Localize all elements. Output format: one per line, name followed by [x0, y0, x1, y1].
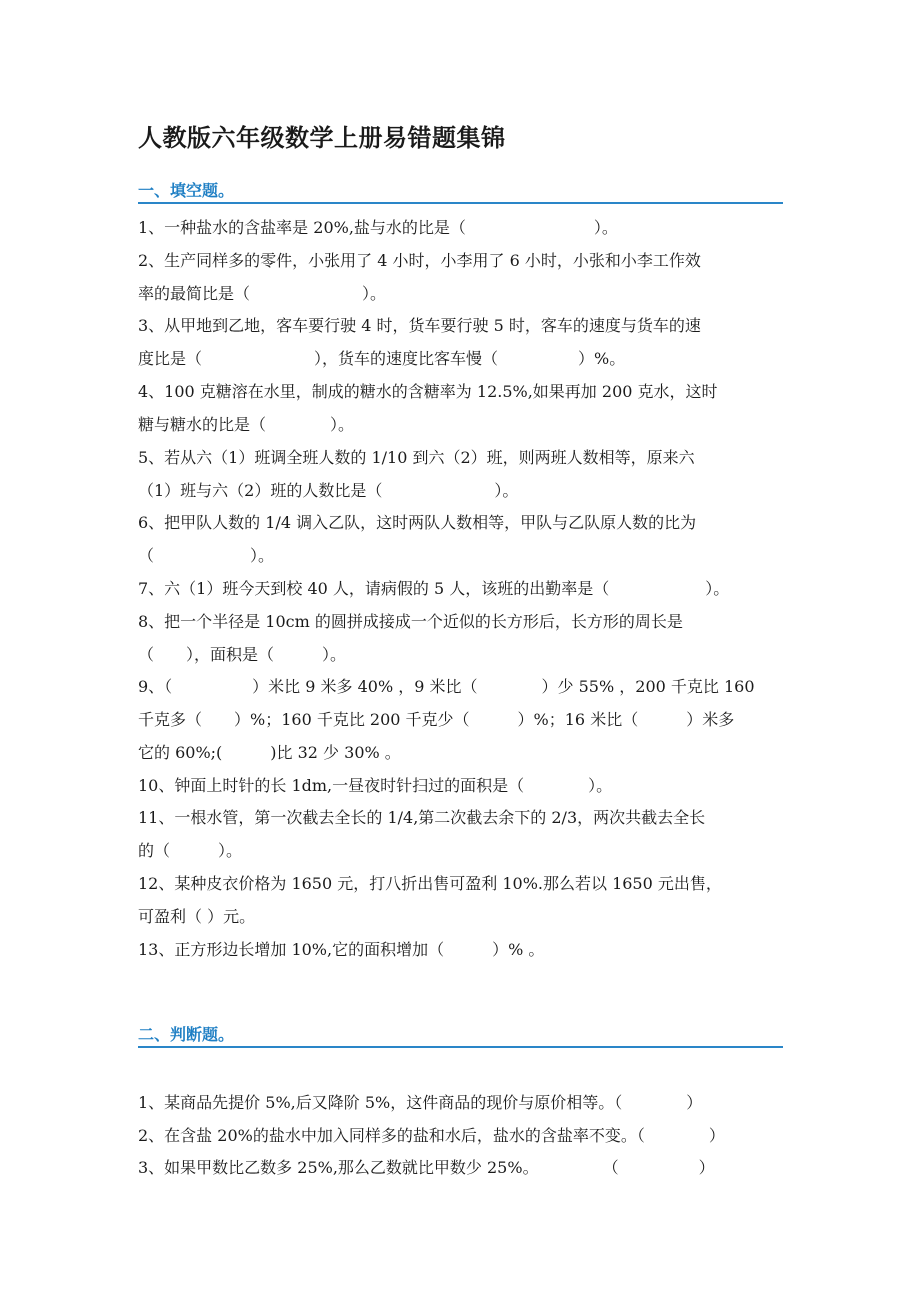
question-line: 8、把一个半径是 10cm 的圆拼成接成一个近似的长方形后，长方形的周长是: [138, 611, 683, 631]
question-item: [138, 244, 788, 310]
question-line: 11、一根水管，第一次截去全长的 1/4,第二次截去余下的 2/3，两次共截去全长: [138, 808, 706, 828]
question-line: 2、在含盐 20%的盐水中加入同样多的盐和水后，盐水的含盐率不变。（ ）: [138, 1125, 725, 1145]
question-item: [138, 309, 788, 375]
document-title: 人教版六年级数学上册易错题集锦: [138, 124, 506, 152]
question-line: （ ）。: [138, 546, 275, 566]
question-item: [138, 1086, 788, 1119]
question-item: [138, 375, 788, 441]
question-line: （ ），面积是（ ）。: [138, 644, 347, 664]
question-line: 千克多（ ）%；160 千克比 200 千克少（ ）%；16 米比（ ）米多: [138, 710, 735, 730]
question-line: 的（ ）。: [138, 841, 243, 861]
question-item: [138, 670, 788, 769]
section-true-false-heading: 二、判断题。: [138, 1022, 783, 1048]
question-item: [138, 867, 788, 933]
question-item: [138, 572, 788, 605]
question-line: 5、若从六（1）班调全班人数的 1/10 到六（2）班，则两班人数相等，原来六: [138, 447, 695, 467]
question-line: 1、一种盐水的含盐率是 20%,盐与水的比是（ ）。: [138, 218, 618, 237]
question-item: [138, 933, 788, 966]
question-line: 10、钟面上时针的长 1dm,一昼夜时针扫过的面积是（ ）。: [138, 775, 613, 795]
question-line: 它的 60%;( )比 32 少 30% 。: [138, 743, 401, 763]
question-item: [138, 1119, 788, 1152]
question-item: [138, 769, 788, 802]
question-line: 1、某商品先提价 5%,后又降阶 5%，这件商品的现价与原价相等。（ ）: [138, 1093, 703, 1112]
question-line: 可盈利（ ）元。: [138, 907, 256, 926]
question-line: 率的最简比是（ ）。: [138, 283, 387, 303]
question-item: [138, 605, 788, 671]
question-line: 糖与糖水的比是（ ）。: [138, 415, 355, 434]
question-line: 9、（ ）米比 9 米多 40% ，9 米比（ ）少 55% ，200 千克比 160: [138, 677, 755, 697]
question-line: 3、如果甲数比乙数多 25%,那么乙数就比甲数少 25%。 （ ）: [138, 1158, 715, 1177]
section-fill-blank-heading: 一、填空题。: [138, 178, 783, 204]
question-item: [138, 211, 788, 244]
question-item: [138, 1151, 788, 1184]
question-item: [138, 441, 788, 507]
question-line: 4、100 克糖溶在水里，制成的糖水的含糖率为 12.5%,如果再加 200 克水，这时: [138, 382, 718, 401]
question-item: [138, 801, 788, 867]
question-line: （1）班与六（2）班的人数比是（ ）。: [138, 480, 519, 500]
question-line: 13、正方形边长增加 10%,它的面积增加（ ）% 。: [138, 939, 545, 959]
question-item: [138, 506, 788, 572]
question-line: 6、把甲队人数的 1/4 调入乙队，这时两队人数相等，甲队与乙队原人数的比为: [138, 513, 697, 533]
question-line: 12、某种皮衣价格为 1650 元，打八折出售可盈利 10%.那么若以 1650 元出售，: [138, 874, 722, 893]
question-line: 2、生产同样多的零件，小张用了 4 小时，小李用了 6 小时，小张和小李工作效: [138, 250, 701, 270]
question-line: 3、从甲地到乙地，客车要行驶 4 时，货车要行驶 5 时，客车的速度与货车的速: [138, 316, 701, 336]
question-line: 7、六（1）班今天到校 40 人，请病假的 5 人，该班的出勤率是（ ）。: [138, 578, 730, 598]
question-line: 度比是（ ），货车的速度比客车慢（ ）%。: [138, 349, 626, 369]
